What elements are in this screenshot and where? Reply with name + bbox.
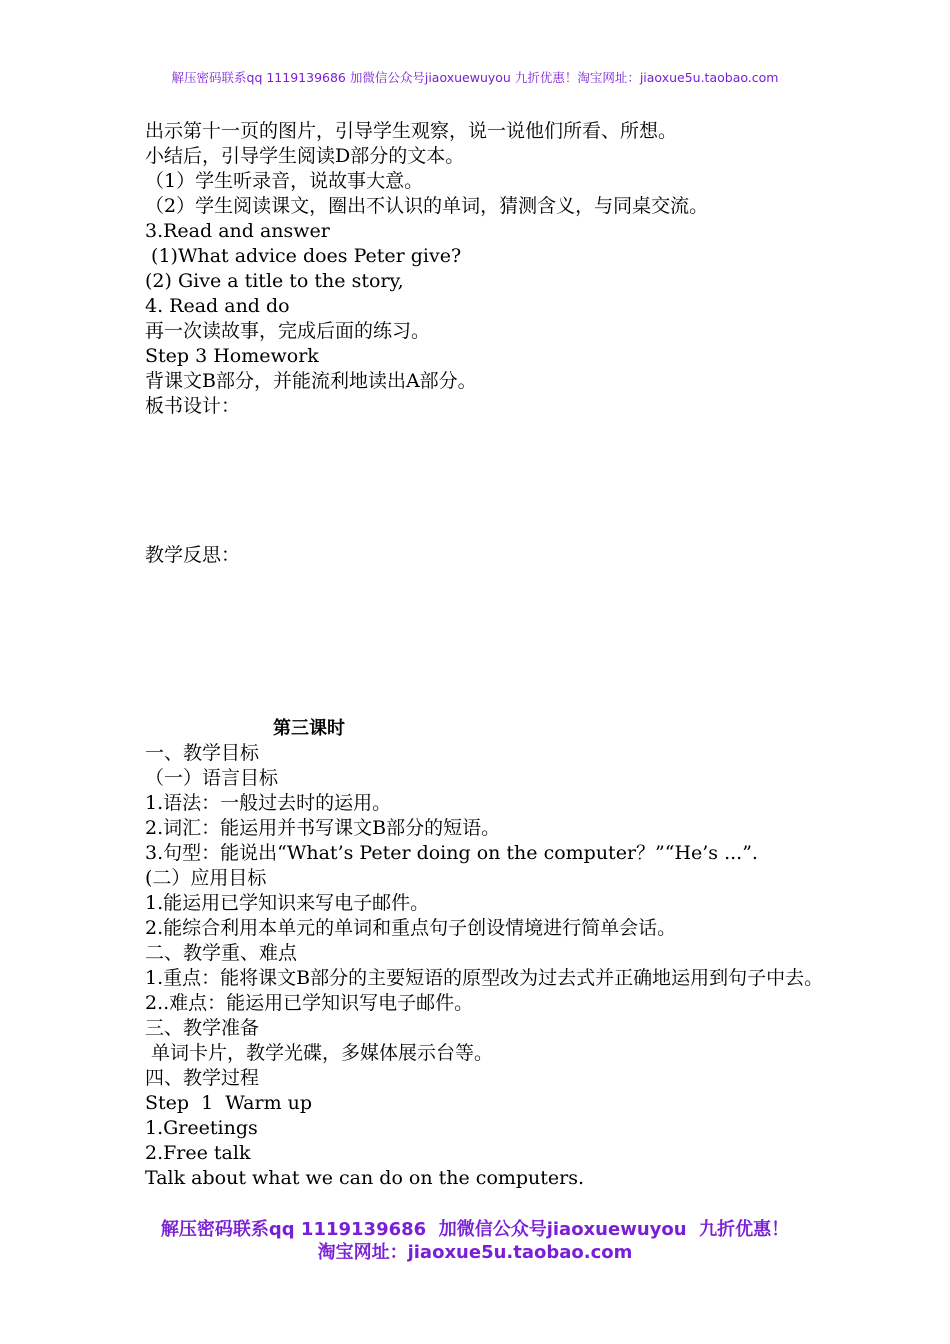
text-line: （一）语言目标 (145, 767, 279, 789)
text-line: Step 1 Warm up (145, 1092, 313, 1114)
header-watermark: 解压密码联系qq 1119139686 加微信公众号jiaoxuewuyou 九折优惠！淘宝网址：jiaoxue5u.taobao.com (171, 70, 779, 85)
blank-space (145, 568, 825, 716)
text-line: 2.能综合利用本单元的单词和重点句子创设情境进行简单会话。 (145, 917, 677, 939)
footer-watermark (0, 1218, 950, 1264)
blank-space (145, 419, 825, 543)
text-line: 2.Free talk (145, 1142, 251, 1164)
text-line: 再一次读故事，完成后面的练习。 (145, 320, 431, 342)
text-line: (二）应用目标 (145, 867, 267, 889)
text-line: (1)What advice does Peter give? (145, 245, 462, 267)
text-line: 单词卡片，教学光碟，多媒体展示台等。 (145, 1042, 494, 1064)
text-line: 背课文B部分，并能流利地读出A部分。 (145, 370, 477, 392)
text-line: 3.句型：能说出“What’s Peter doing on the computer？”“He’s ...”. (145, 842, 758, 864)
text-line: 四、教学过程 (145, 1067, 260, 1089)
text-line: （2）学生阅读课文，圈出不认识的单词，猜测含义，与同桌交流。 (145, 195, 709, 217)
board-design-label: 板书设计： (145, 395, 241, 417)
text-line: Step 3 Homework (145, 345, 319, 367)
text-line: Talk about what we can do on the computers. (145, 1167, 585, 1189)
text-line: 2..难点：能运用已学知识写电子邮件。 (145, 992, 474, 1014)
text-line: 二、教学重、难点 (145, 942, 298, 964)
text-line: 1.重点：能将课文B部分的主要短语的原型改为过去式并正确地运用到句子中去。 (145, 967, 824, 989)
teaching-reflection-label: 教学反思： (145, 544, 241, 566)
footer-watermark-line2: 淘宝网址：jiaoxue5u.taobao.com (317, 1242, 633, 1263)
text-line: 2.词汇：能运用并书写课文B部分的短语。 (145, 817, 501, 839)
document-body (145, 119, 825, 1191)
text-line: 出示第十一页的图片，引导学生观察，说一说他们所看、所想。 (145, 120, 678, 142)
text-line: （1）学生听录音，说故事大意。 (145, 170, 424, 192)
text-line: (2) Give a title to the story, (145, 270, 404, 292)
text-line: 4. Read and do (145, 295, 290, 317)
text-line: 1.Greetings (145, 1117, 258, 1139)
text-line: 1.语法：一般过去时的运用。 (145, 792, 392, 814)
footer-watermark-line1: 解压密码联系qq 1119139686 加微信公众号jiaoxuewuyou 九折优惠！ (160, 1219, 790, 1240)
text-line: 1.能运用已学知识来写电子邮件。 (145, 892, 430, 914)
text-line: 一、教学目标 (145, 742, 260, 764)
text-line: 三、教学准备 (145, 1017, 260, 1039)
text-line: 3.Read and answer (145, 220, 330, 242)
section-title: 第三课时 (273, 718, 345, 739)
text-line: 小结后，引导学生阅读D部分的文本。 (145, 145, 465, 167)
